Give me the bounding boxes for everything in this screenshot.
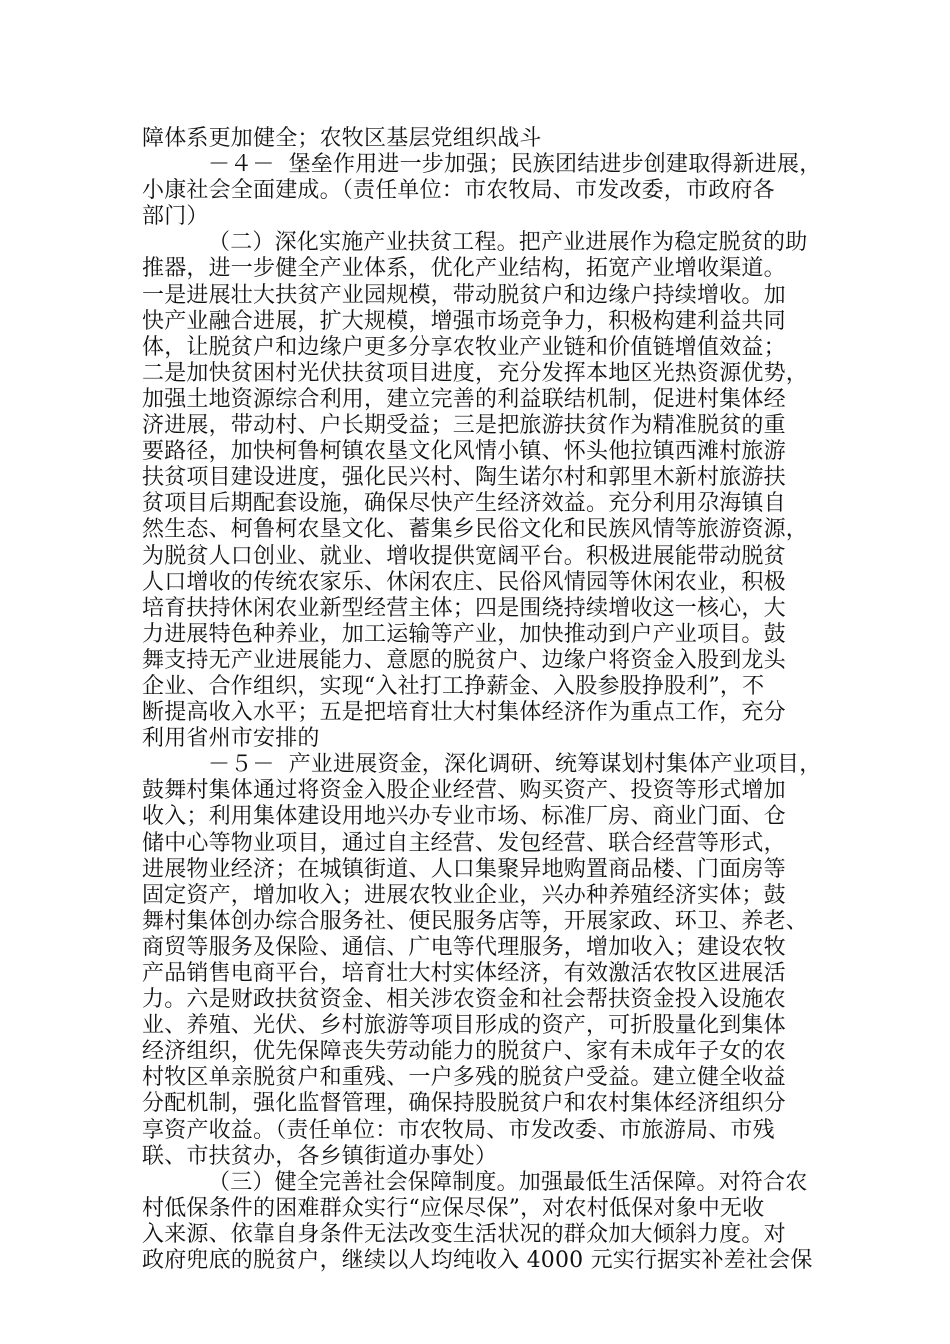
text-line (142, 1196, 822, 1222)
text-line (142, 1144, 822, 1170)
text-line (142, 804, 822, 830)
text-line (142, 909, 822, 935)
line-text: 快产业融合进展，扩大规模，增强市场竞争力，积极构建利益共同 (142, 308, 786, 334)
line-text: 收入；利用集体建设用地兴办专业市场、标准厂房、商业门面、仓 (142, 804, 786, 830)
line-text: 力。六是财政扶贫资金、相关涉农资金和社会帮扶资金投入设施农 (142, 987, 786, 1013)
line-text: 利用省州市安排的 (142, 726, 320, 752)
text-line (142, 178, 822, 204)
line-text: 政府兜底的脱贫户，继续以人均纯收入 4000 元实行据实补差社会保 (142, 1248, 813, 1274)
page-number-marker: －５－ (208, 752, 275, 778)
line-text: 济进展，带动村、户长期受益；三是把旅游扶贫作为精准脱贫的重 (142, 413, 786, 439)
text-line (142, 1013, 822, 1039)
line-text: 要路径，加快柯鲁柯镇农垦文化风情小镇、怀头他拉镇西滩村旅游 (142, 439, 786, 465)
line-text: 障体系更加健全；农牧区基层党组织战斗 (142, 126, 542, 151)
line-text: 断提高收入水平；五是把培育壮大村集体经济作为重点工作，充分 (142, 700, 786, 726)
text-line (142, 413, 822, 439)
text-line (142, 596, 822, 622)
text-line (142, 283, 822, 309)
text-line (142, 465, 822, 491)
line-text: 加强土地资源综合利用，建立完善的利益联结机制，促进村集体经 (142, 386, 786, 412)
text-line (142, 831, 822, 857)
text-line (142, 230, 822, 256)
text-line (142, 256, 822, 282)
document-page (142, 126, 822, 1274)
line-text: 业、养殖、光伏、乡村旅游等项目形成的资产，可折股量化到集体 (142, 1013, 786, 1039)
line-text: 小康社会全面建成。（责任单位：市农牧局、市发改委，市政府各 (142, 178, 775, 204)
text-line (142, 752, 822, 778)
line-text: 舞村集体创办综合服务社、便民服务店等，开展家政、环卫、养老、 (142, 908, 809, 934)
line-text: 入来源、依靠自身条件无法改变生活状况的群众加大倾斜力度。对 (142, 1221, 786, 1247)
text-line (142, 335, 822, 361)
text-line (142, 857, 822, 883)
text-line (142, 309, 822, 335)
text-line (142, 1118, 822, 1144)
line-text: 堡垒作用进一步加强；民族团结进步创建取得新进展， (288, 152, 822, 178)
text-line (142, 987, 822, 1013)
line-text: 部门） (142, 204, 209, 230)
text-line (142, 1039, 822, 1065)
line-text: 企业、合作组织，实现“入社打工挣薪金、入股参股挣股利”，不 (142, 673, 765, 699)
text-line (142, 204, 822, 230)
text-line (142, 622, 822, 648)
line-text: 人口增收的传统农家乐、休闲农庄、民俗风情园等休闲农业，积极 (142, 569, 786, 595)
text-line (142, 935, 822, 961)
text-line (142, 778, 822, 804)
text-line (142, 152, 822, 178)
line-text: 经济组织，优先保障丧失劳动能力的脱贫户、家有未成年子女的农 (142, 1039, 786, 1065)
text-line (142, 961, 822, 987)
line-text: 贫项目后期配套设施，确保尽快产生经济效益。充分利用尕海镇自 (142, 491, 786, 517)
line-text: （二）深化实施产业扶贫工程。把产业进展作为稳定脱贫的助 (208, 230, 808, 256)
text-line (142, 1065, 822, 1091)
line-text: 村低保条件的困难群众实行“应保尽保”，对农村低保对象中无收 (142, 1195, 765, 1221)
page-number-marker: －４－ (208, 152, 275, 178)
line-text: 享资产收益。（责任单位：市农牧局、市发改委、市旅游局、市残 (142, 1117, 775, 1143)
line-text: 然生态、柯鲁柯农垦文化、蓄集乡民俗文化和民族风情等旅游资源， (142, 517, 809, 543)
line-text: 联、市扶贫办，各乡镇街道办事处） (142, 1143, 498, 1169)
text-line (142, 491, 822, 517)
text-line (142, 1248, 822, 1274)
line-text: 推器，进一步健全产业体系，优化产业结构，拓宽产业增收渠道。 (142, 256, 786, 282)
line-text: 商贸等服务及保险、通信、广电等代理服务，增加收入；建设农牧 (142, 934, 786, 960)
text-line (142, 883, 822, 909)
line-text: 舞支持无产业进展能力、意愿的脱贫户、边缘户将资金入股到龙头 (142, 647, 786, 673)
line-text: 村牧区单亲脱贫户和重残、一户多残的脱贫户受益。建立健全收益 (142, 1065, 786, 1091)
line-text: 产业进展资金，深化调研、统筹谋划村集体产业项目， (288, 752, 822, 778)
line-text: 力进展特色种养业，加工运输等产业，加快推动到户产业项目。鼓 (142, 621, 786, 647)
text-line (142, 439, 822, 465)
text-line (142, 1091, 822, 1117)
line-text: 为脱贫人口创业、就业、增收提供宽阔平台。积极进展能带动脱贫 (142, 543, 786, 569)
line-text: 二是加快贫困村光伏扶贫项目进度，充分发挥本地区光热资源优势， (142, 360, 809, 386)
text-line (142, 1170, 822, 1196)
line-text: 培育扶持休闲农业新型经营主体；四是围绕持续增收这一核心，大 (142, 595, 786, 621)
line-text: 进展物业经济；在城镇街道、人口集聚异地购置商品楼、门面房等 (142, 856, 786, 882)
text-line (142, 700, 822, 726)
text-line (142, 126, 822, 152)
line-text: 一是进展壮大扶贫产业园规模，带动脱贫户和边缘户持续增收。加 (142, 282, 786, 308)
line-text: 产品销售电商平台，培育壮大村实体经济，有效激活农牧区进展活 (142, 961, 786, 986)
text-line (142, 674, 822, 700)
text-line (142, 1222, 822, 1248)
line-text: 固定资产，增加收入；进展农牧业企业，兴办种养殖经济实体；鼓 (142, 882, 786, 908)
line-text: 分配机制，强化监督管理，确保持股脱贫户和农村集体经济组织分 (142, 1091, 786, 1117)
line-text: 鼓舞村集体通过将资金入股企业经营、购买资产、投资等形式增加 (142, 778, 786, 804)
line-text: （三）健全完善社会保障制度。加强最低生活保障。对符合农 (208, 1169, 808, 1195)
line-text: 储中心等物业项目，通过自主经营、发包经营、联合经营等形式， (142, 830, 786, 856)
text-line (142, 544, 822, 570)
line-text: 扶贫项目建设进度，强化民兴村、陶生诺尔村和郭里木新村旅游扶 (142, 465, 786, 491)
text-line (142, 570, 822, 596)
text-line (142, 726, 822, 752)
text-line (142, 387, 822, 413)
line-text: 体，让脱贫户和边缘户更多分享农牧业产业链和价值链增值效益； (142, 334, 786, 360)
text-line (142, 517, 822, 543)
text-line (142, 648, 822, 674)
text-line (142, 361, 822, 387)
